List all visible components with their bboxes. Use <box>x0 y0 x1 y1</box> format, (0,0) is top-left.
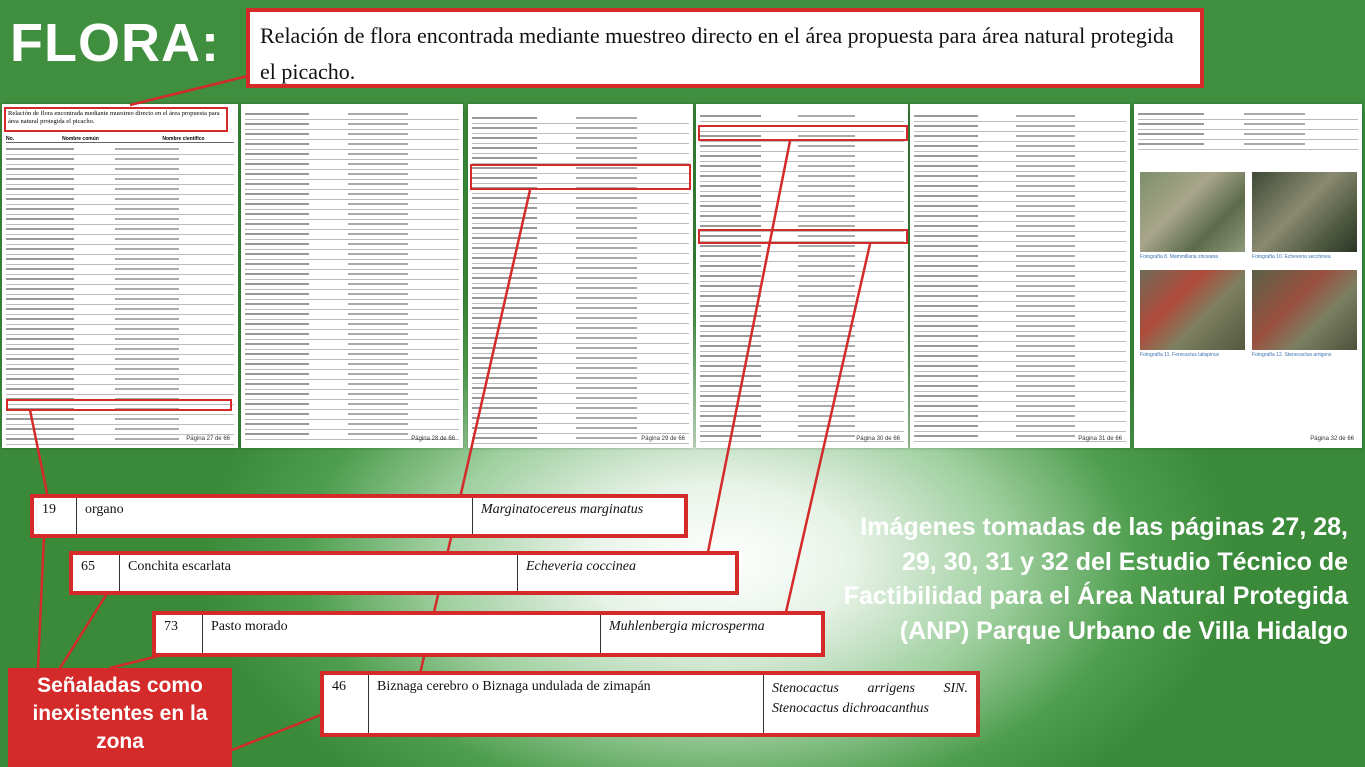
page-footer: Página 28 de 66 <box>411 436 455 442</box>
top-callout: Relación de flora encontrada mediante muestreo directo en el área propuesta para área natural protegida el picacho. <box>246 8 1204 88</box>
page-footer: Página 30 de 66 <box>856 436 900 442</box>
row-common-name: Pasto morado <box>203 615 601 653</box>
row-scientific-name: Echeveria coccinea <box>526 559 636 574</box>
highlighted-row-19 <box>30 494 688 538</box>
source-caption: Imágenes tomadas de las páginas 27, 28, 29, 30, 31 y 32 del Estudio Técnico de Factibilidad para el Área Natural Protegida (ANP) Parque Urbano de Villa Hidalgo <box>843 513 1348 645</box>
highlighted-row-46 <box>320 671 980 737</box>
row-common-name: Conchita escarlata <box>120 555 518 591</box>
row-number: 46 <box>324 675 369 733</box>
page-footer: Página 32 de 66 <box>1310 436 1354 442</box>
col-no: No. <box>6 136 15 142</box>
row-number: 19 <box>34 498 77 534</box>
row-common-name: organo <box>77 498 473 534</box>
row-common-name: Biznaga cerebro o Biznaga undulada de zimapán <box>369 675 764 733</box>
photo-caption: Fotografía 10. Echeveria secchinea <box>1252 254 1331 260</box>
photo-caption: Fotografía 11. Ferocactus latispinus <box>1140 352 1220 358</box>
row-number: 73 <box>156 615 203 653</box>
page27-intro: Relación de flora encontrada mediante muestreo directo en el área propuesta para área natural protegida el picacho. <box>8 110 220 125</box>
photo-caption: Fotografía 8. Mammillaria zinceana <box>1140 254 1219 260</box>
highlighted-row-73 <box>152 611 825 657</box>
col-common: Nombre común <box>62 136 99 142</box>
slide-title: FLORA: <box>10 13 220 73</box>
inexistent-label: Señaladas como inexistentes en la zona <box>8 668 232 767</box>
highlighted-row-65 <box>69 551 739 595</box>
row-scientific-name: Marginatocereus marginatus <box>481 502 644 517</box>
row-scientific-name: Muhlenbergia microsperma <box>609 619 765 634</box>
col-scientific: Nombre científico <box>162 136 205 142</box>
row-number: 65 <box>73 555 120 591</box>
page-footer: Página 31 de 66 <box>1078 436 1122 442</box>
page-footer: Página 29 de 66 <box>641 436 685 442</box>
row-scientific-name: Stenocactus arrigens SIN. Stenocactus dichroacanthus <box>772 681 968 716</box>
page-footer: Página 27 de 66 <box>186 436 230 442</box>
photo-caption: Fotografía 12. Stenocactus arrigens <box>1252 352 1332 358</box>
